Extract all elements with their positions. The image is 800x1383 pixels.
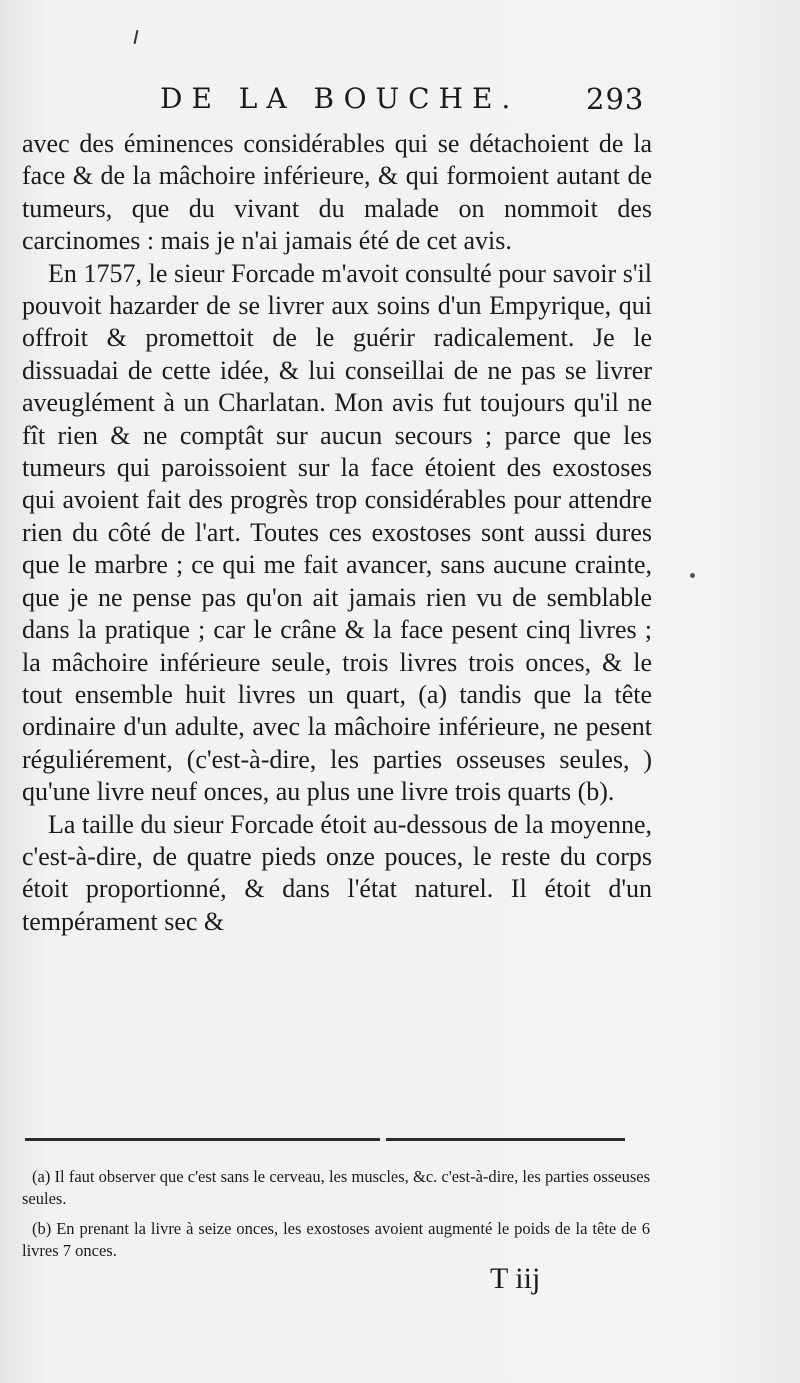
ink-mark: [134, 30, 139, 44]
page-number: 293: [586, 82, 645, 116]
paragraph-forcade-consultation: En 1757, le sieur Forcade m'avoit consulté pour savoir s'il pouvoit hazarder de se livrer aux soins d'un Empyrique, qui offroit & promettoit de le guérir radicalement. Je le dissuadai de cette idée, & lui conseillai de ne pas se livrer aveuglément à un Charlatan. Mon avis fut toujours qu'il ne fît rien & ne comptât sur aucun secours ; parce que les tumeurs qui paroissoient sur la face étoient des exostoses qui avoient fait des progrès trop considérables pour attendre rien du côté de l'art. Toutes ces exostoses sont aussi dures que le marbre ; ce qui me fait avancer, sans aucune crainte, que je ne pense pas qu'on ait jamais rien vu de semblable dans la pratique ; car le crâne & la face pesent cinq livres ; la mâchoire inférieure seule, trois livres trois onces, & le tout ensemble huit livres un quart, (a) tandis que la tête ordinaire d'un adulte, avec la mâchoire inférieure, ne pesent réguliérement, (c'est-à-dire, les parties osseuses seules, ) qu'une livre neuf onces, au plus une livre trois quarts (b).: [22, 258, 652, 807]
footnotes: [22, 1166, 650, 1270]
ink-speck: [690, 573, 695, 578]
paragraph-forcade-stature: La taille du sieur Forcade étoit au-dessous de la moyenne, c'est-à-dire, de quatre pieds onze pouces, le reste du corps étoit proportionné, & dans l'état naturel. Il étoit d'un tempérament sec &: [22, 809, 652, 936]
running-title: DE LA BOUCHE.: [160, 82, 520, 115]
signature-mark: T iij: [490, 1262, 541, 1295]
main-text: [22, 128, 652, 938]
footnote-a: (a) Il faut observer que c'est sans le cerveau, les muscles, &c. c'est-à-dire, les parties osseuses seules.: [22, 1167, 650, 1208]
footnote-b: (b) En prenant la livre à seize onces, les exostoses avoient augmenté le poids de la tête de 6 livres 7 onces.: [22, 1219, 650, 1260]
running-head: [0, 82, 800, 122]
footnote-rule: [25, 1138, 625, 1141]
paragraph-continued: avec des éminences considérables qui se détachoient de la face & de la mâchoire inférieure, & qui formoient autant de tumeurs, que du vivant du malade on nommoit des carcinomes : mais je n'ai jamais été de cet avis.: [22, 129, 652, 256]
